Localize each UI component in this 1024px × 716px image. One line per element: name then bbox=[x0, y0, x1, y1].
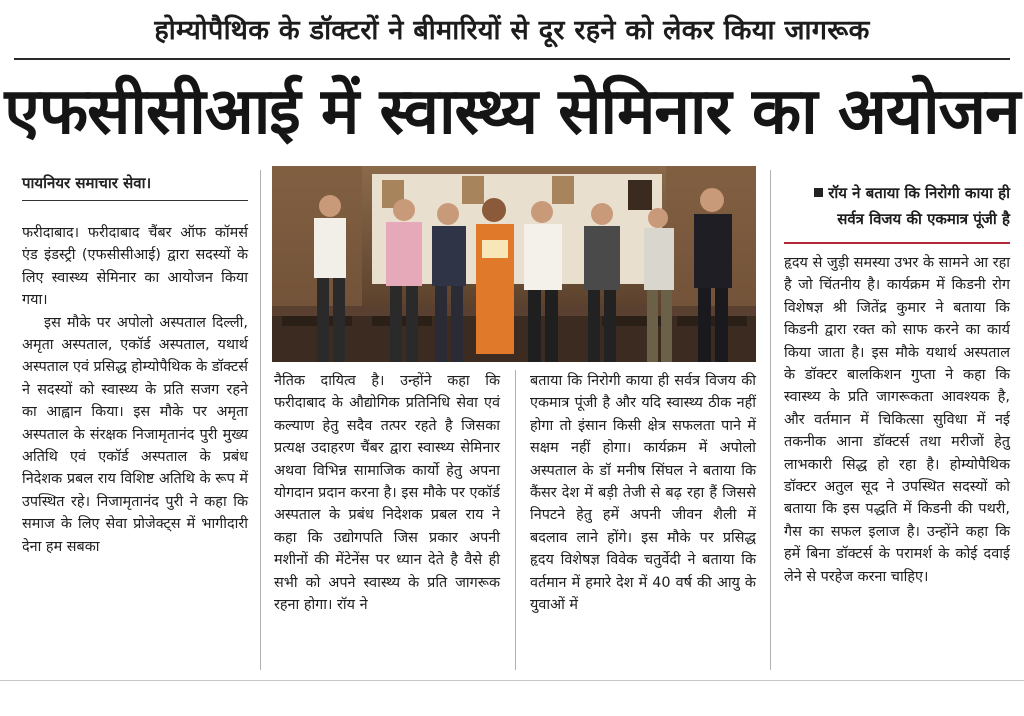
pull-quote-divider bbox=[784, 242, 1010, 244]
article-column-4 bbox=[784, 252, 1010, 588]
paragraph: नैतिक दायित्व है। उन्होंने कहा कि फरीदाबाद के औद्योगिक प्रतिनिधि सेवा एवं कल्याण हेतु सदैव तत्पर रहते है जिसका प्रत्यक्ष उदाहरण चैंबर द्वारा स्वास्थ्य सेमिनार अथवा विभिन्न सामाजिक कार्यो हेतु अपना योगदान प्रदान करना है। इस मौके पर एकॉर्ड अस्पताल के प्रबंध निदेशक प्रबल राय ने कहा कि उद्योगपति जिस प्रकार अपनी मशीनों की मेंटेनेंस पर ध्यान देते है वैसे ही सभी को अपने स्वास्थ्य के प्रति जागरूक रहना होगा। रॉय ने bbox=[274, 373, 500, 614]
top-divider bbox=[14, 58, 1010, 60]
event-photo bbox=[272, 166, 756, 362]
photo-illustration bbox=[272, 166, 756, 362]
column-divider bbox=[770, 170, 771, 670]
paragraph: बताया कि निरोगी काया ही सर्वत्र विजय की एकमात्र पूंजी है और यदि स्वास्थ्य ठीक नहीं होगा तो इंसान किसी क्षेत्र सफलता पाने में सक्षम नहीं होगा। कार्यक्रम में अपोलो अस्पताल के डॉ मनीष सिंघल ने बताया कि कैंसर देश में बड़ी तेजी से बढ़ रहा हैं जिससे निपटने हेतु हमें अपनी जीवन शैली में बदलाव लाने होंगे। इस मौके पर प्रसिद्ध हृदय विशेषज्ञ विवेक चतुर्वेदी ने बताया कि वर्तमान में हमारे देश में 40 वर्ष की आयु के युवाओं में bbox=[530, 373, 756, 614]
byline: पायनियर समाचार सेवा। bbox=[22, 174, 152, 192]
square-bullet-icon bbox=[814, 188, 823, 197]
paragraph: इस मौके पर अपोलो अस्पताल दिल्ली, अमृता अस्पताल, एकॉर्ड अस्पताल, यथार्थ अस्पताल एवं प्रसिद्ध होम्योपैथिक के डॉक्टर्स ने सदस्यों को स्वास्थ्य के प्रति सजग रहने का आह्वान किया। इस मौके पर अमृता अस्पताल के संरक्षक निजामृतानंद पुरी मुख्य अतिथि एवं एकॉर्ड अस्पताल के प्रबंध निदेशक प्रबल राय विशिष्ट अतिथि के रूप में उपस्थित रहे। निजामृतानंद पुरी ने कहा कि समाज के लिए सेवा प्रोजेक्ट्स में भागीदारी देना हम सबका bbox=[22, 314, 248, 555]
pull-quote-line-1 bbox=[784, 180, 1010, 206]
column-divider bbox=[515, 370, 516, 670]
kicker-headline: होम्योपैथिक के डॉक्टरों ने बीमारियों से दूर रहने को लेकर किया जागरूक bbox=[154, 15, 870, 46]
paragraph: फरीदाबाद। फरीदाबाद चैंबर ऑफ कॉमर्स एंड इंडस्ट्री (एफसीसीआई) द्वारा सदस्यों के लिए स्वास्थ्य सेमिनार का आयोजन किया गया। bbox=[22, 225, 248, 309]
article-column-2 bbox=[274, 370, 500, 616]
main-headline: एफसीसीआई में स्वास्थ्य सेमिनार का अयोजन bbox=[4, 75, 1020, 149]
pull-quote-line-2: सर्वत्र विजय की एकमात्र पूंजी है bbox=[837, 210, 1010, 228]
paragraph: हृदय से जुड़ी समस्या उभर के सामने आ रहा है जो चिंतनीय है। कार्यक्रम में किडनी रोग विशेषज्ञ श्री जितेंद्र कुमार ने बताया कि किडनी द्वारा रक्त को साफ करने का कार्य किया जाता है। इस मौके यथार्थ अस्पताल के डॉक्टर बालकिशन गुप्ता ने कहा कि स्वास्थ्य के प्रति जागरूकता आवश्यक है, और वर्तमान में चिकित्सा सुविधा में नई तकनीक आना डॉक्टर्स तथा मरीजों हेतु लाभकारी सिद्ध हो रहा है। होम्योपैथिक डॉक्टर अतुल सूद ने उपस्थित सदस्यों को बताया कि इस पद्धति में किडनी की पथरी, गैस का सफल इलाज है। उन्होंने कहा कि हमें बिना डॉक्टर्स के परामर्श के कोई दवाई लेने से परहेज करना चाहिए। bbox=[784, 255, 1010, 585]
byline-divider bbox=[22, 200, 248, 201]
bottom-divider bbox=[0, 680, 1024, 681]
pull-quote bbox=[784, 180, 1010, 240]
column-divider bbox=[260, 170, 261, 670]
article-column-1 bbox=[22, 222, 248, 558]
pull-quote-text-1: रॉय ने बताया कि निरोगी काया ही bbox=[828, 184, 1010, 202]
article-column-3 bbox=[530, 370, 756, 616]
